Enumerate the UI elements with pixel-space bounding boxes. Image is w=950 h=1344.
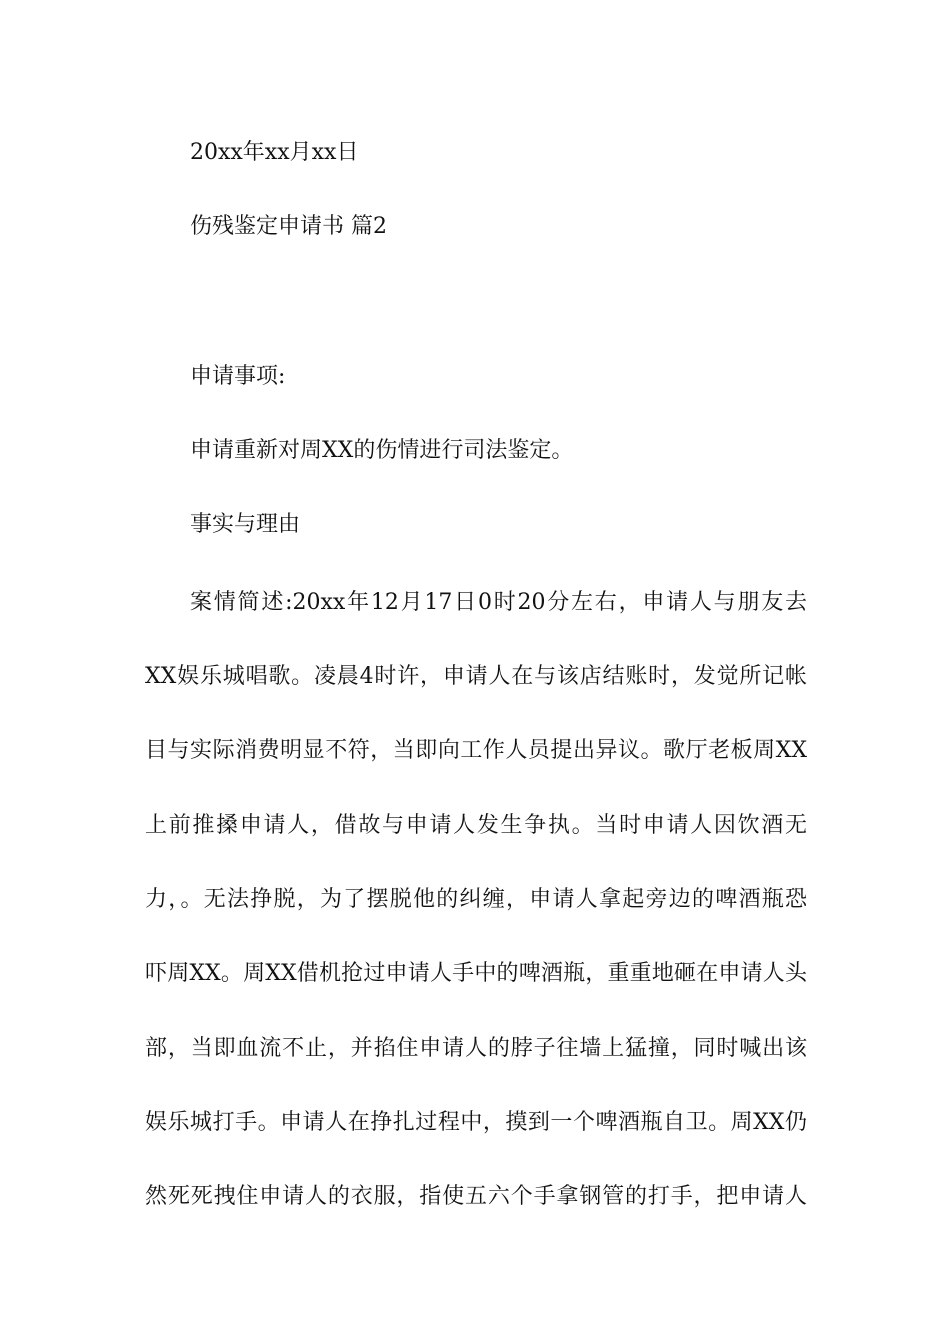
body-paragraph-line: 力，。无法挣脱，为了摆脱他的纠缠，申请人拿起旁边的啤酒瓶恐 (145, 887, 807, 912)
body-paragraph-line: 上前推搡申请人，借故与申请人发生争执。当时申请人因饮酒无 (145, 813, 807, 838)
body-paragraph-line: 部，当即血流不止，并掐住申请人的脖子往墙上猛撞，同时喊出该 (145, 1036, 807, 1061)
body-paragraph-line: XX娱乐城唱歌。凌晨4时许，申请人在与该店结账时，发觉所记帐 (145, 664, 807, 689)
section-title: 伤残鉴定申请书 篇2 (190, 214, 387, 239)
body-paragraph-line: 然死死拽住申请人的衣服，指使五六个手拿钢管的打手，把申请人 (145, 1184, 807, 1209)
body-paragraph-line: 吓周XX。周XX借机抢过申请人手中的啤酒瓶，重重地砸在申请人头 (145, 961, 807, 986)
body-paragraph-line: 娱乐城打手。申请人在挣扎过程中，摸到一个啤酒瓶自卫。周XX仍 (145, 1110, 807, 1135)
request-heading: 申请事项: (190, 364, 286, 389)
request-text: 申请重新对周XX的伤情进行司法鉴定。 (190, 438, 574, 463)
body-paragraph-line: 目与实际消费明显不符，当即向工作人员提出异议。歌厅老板周XX (145, 738, 807, 763)
facts-heading: 事实与理由 (190, 512, 301, 537)
date-line: 20xx年xx月xx日 (190, 140, 359, 165)
body-paragraph-line: 案情简述:20xx年12月17日0时20分左右，申请人与朋友去 (190, 590, 807, 615)
